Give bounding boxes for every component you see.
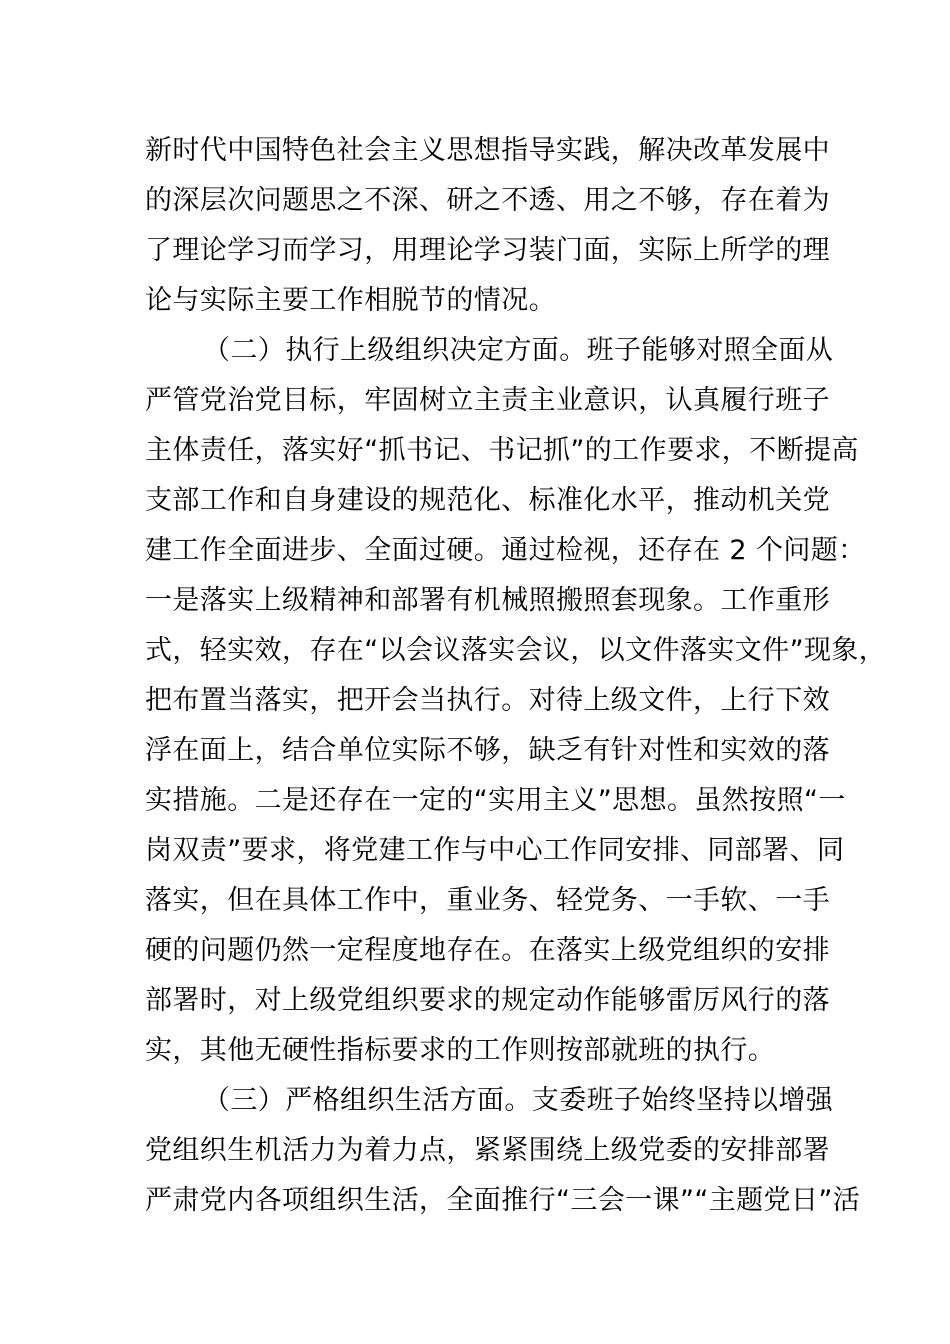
text-line: 部署时，对上级党组织要求的规定动作能够雷厉风行的落 xyxy=(145,985,830,1016)
text-line: 论与实际主要工作相脱节的情况。 xyxy=(145,285,556,316)
text-line: 把布置当落实，把开会当执行。对待上级文件，上行下效 xyxy=(145,685,830,716)
text-line: 严管党治党目标，牢固树立主责主业意识，认真履行班子 xyxy=(145,385,830,416)
text-line: 主体责任，落实好“抓书记、书记抓”的工作要求，不断提高 xyxy=(145,435,859,466)
text-line: 一是落实上级精神和部署有机械照搬照套现象。工作重形 xyxy=(145,585,830,616)
text-line: 支部工作和自身建设的规范化、标准化水平，推动机关党 xyxy=(145,485,830,516)
text-line: 式，轻实效，存在“以会议落实会议，以文件落实文件”现象， xyxy=(145,635,887,666)
text-line: 的深层次问题思之不深、研之不透、用之不够，存在着为 xyxy=(145,185,830,216)
text-line: 建工作全面进步、全面过硬。通过检视，还存在 2 个问题： xyxy=(145,535,866,566)
text-line: 岗双责”要求，将党建工作与中心工作同安排、同部署、同 xyxy=(145,835,845,866)
section-heading-line: （三）严格组织生活方面。支委班子始终坚持以增强 xyxy=(203,1085,834,1116)
section-heading-line: （二）执行上级组织决定方面。班子能够对照全面从 xyxy=(203,335,834,366)
text-line: 实措施。二是还存在一定的“实用主义”思想。虽然按照“一 xyxy=(145,785,846,816)
text-line: 实，其他无硬性指标要求的工作则按部就班的执行。 xyxy=(145,1035,776,1066)
text-line: 落实，但在具体工作中，重业务、轻党务、一手软、一手 xyxy=(145,885,830,916)
text-line: 了理论学习而学习，用理论学习装门面，实际上所学的理 xyxy=(145,235,830,266)
text-line: 浮在面上，结合单位实际不够，缺乏有针对性和实效的落 xyxy=(145,735,830,766)
text-line: 党组织生机活力为着力点，紧紧围绕上级党委的安排部署 xyxy=(145,1135,830,1166)
text-line: 硬的问题仍然一定程度地存在。在落实上级党组织的安排 xyxy=(145,935,830,966)
text-line: 新时代中国特色社会主义思想指导实践，解决改革发展中 xyxy=(145,135,830,166)
text-line: 严肃党内各项组织生活，全面推行“三会一课”“主题党日”活 xyxy=(145,1185,861,1216)
body-text xyxy=(145,126,887,1226)
